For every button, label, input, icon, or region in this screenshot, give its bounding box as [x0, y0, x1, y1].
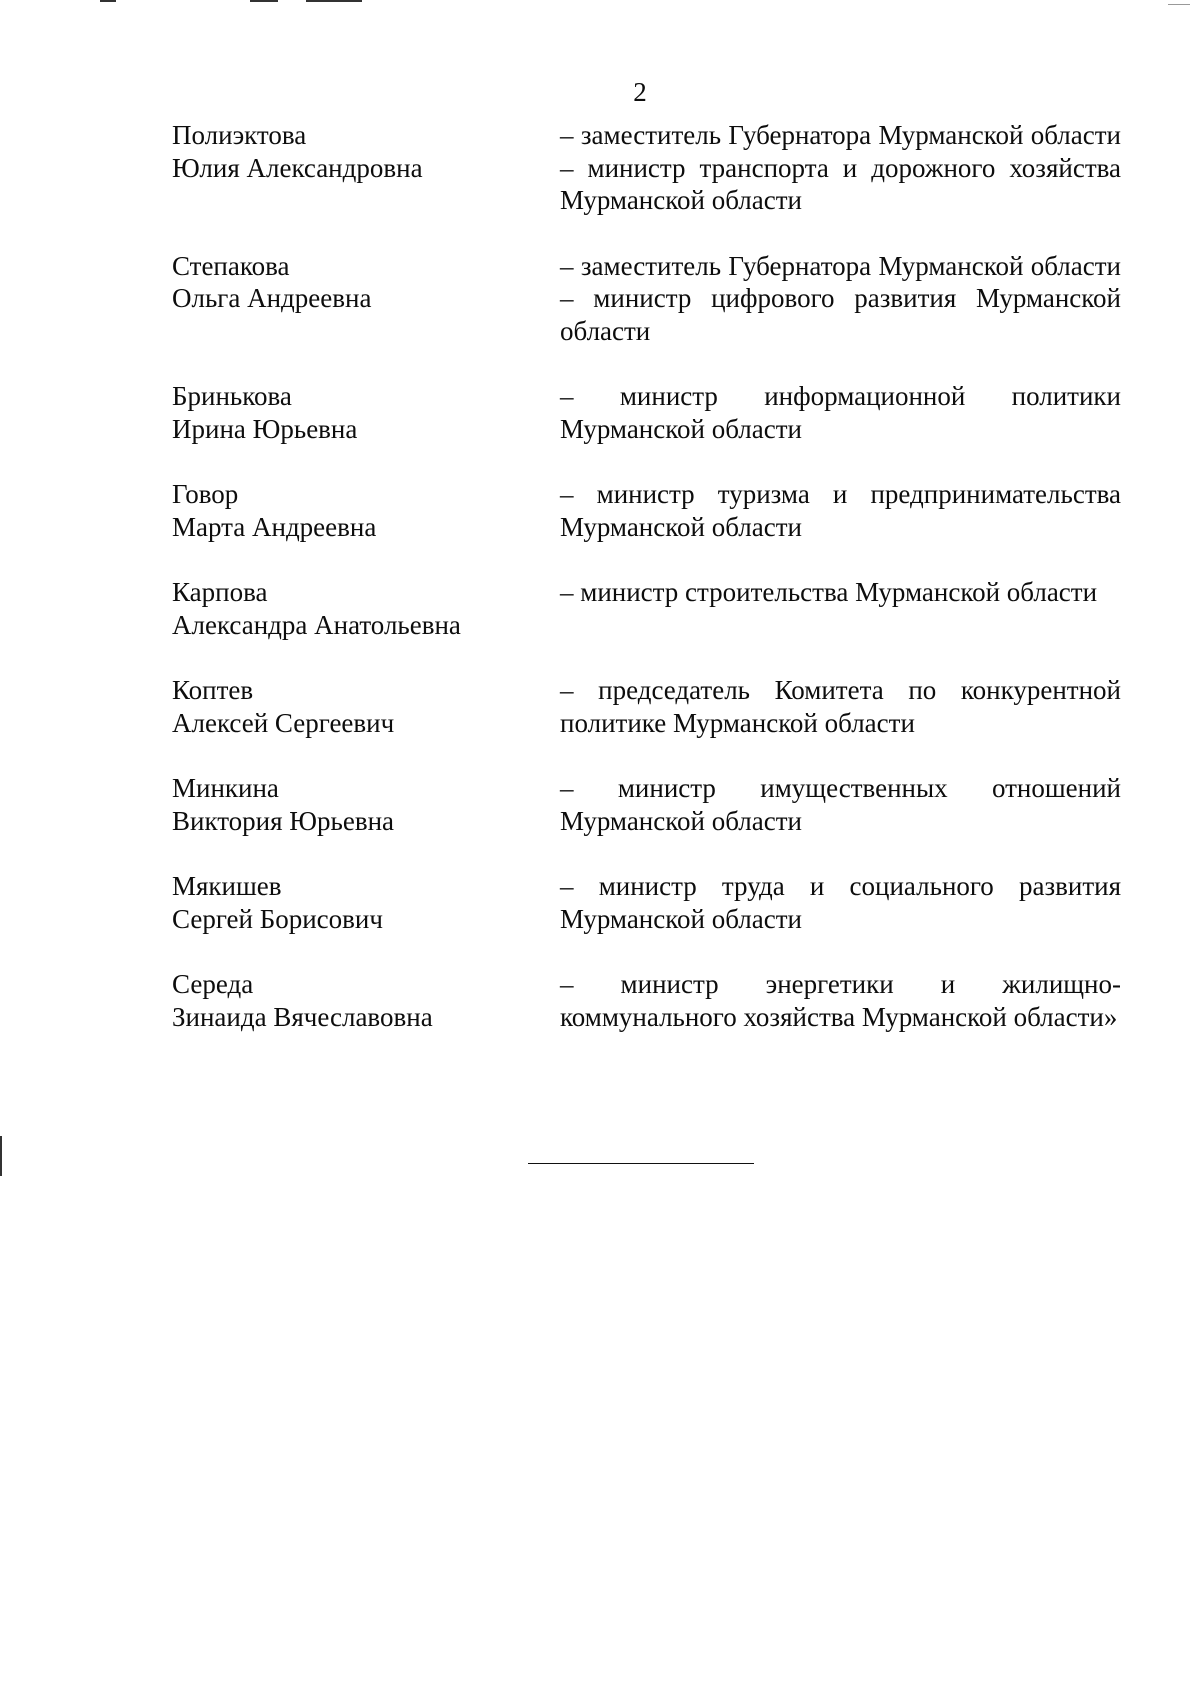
- scan-artifact-top-middle: [250, 0, 278, 2]
- roster-entry: [172, 674, 1122, 739]
- official-position: – заместитель Губернатора Мурманской области – министр транспорта и дорожного хозяйства Мурманской области: [560, 120, 1121, 215]
- official-name: [172, 380, 560, 445]
- official-name: [172, 772, 560, 837]
- official-name: [172, 119, 560, 184]
- official-surname: Говор: [172, 479, 239, 509]
- closing-horizontal-rule: [528, 1163, 754, 1164]
- official-surname: Коптев: [172, 675, 254, 705]
- official-given-names: Ольга Андреевна: [172, 283, 372, 313]
- official-surname: Степакова: [172, 250, 290, 281]
- official-position: – заместитель Губернатора Мурманской области – министр цифрового развития Мурманской области: [560, 250, 1121, 346]
- scan-artifact-top-center: [306, 0, 362, 2]
- official-given-names: Зинаида Вячеславовна: [172, 1001, 433, 1032]
- official-given-names: Ирина Юрьевна: [172, 413, 358, 444]
- scan-artifact-left-edge: [0, 1136, 2, 1176]
- page-number: 2: [633, 77, 647, 107]
- official-name: [172, 478, 560, 543]
- official-given-names: Юлия Александровна: [172, 152, 423, 183]
- official-given-names: Виктория Юрьевна: [172, 805, 395, 836]
- official-given-names: Марта Андреевна: [172, 511, 377, 542]
- scan-artifact-top-right: [1168, 4, 1190, 5]
- official-name: [172, 674, 560, 739]
- official-name: [172, 968, 560, 1033]
- roster-entry: [172, 772, 1122, 837]
- official-surname: Полиэктова: [172, 120, 307, 150]
- official-given-names: Сергей Борисович: [172, 903, 383, 934]
- official-position: – председатель Комитета по конкурентной политике Мурманской области: [560, 675, 1121, 738]
- official-position: – министр имущественных отношений Мурманской области: [560, 773, 1121, 836]
- roster-entry: [172, 576, 1122, 641]
- official-name: [172, 576, 560, 641]
- official-given-names: Александра Анатольевна: [172, 609, 461, 640]
- official-given-names: Алексей Сергеевич: [172, 707, 395, 738]
- official-position: – министр труда и социального развития Мурманской области: [560, 871, 1121, 934]
- official-name: [172, 250, 560, 315]
- official-surname: Мякишев: [172, 871, 282, 901]
- official-surname: Минкина: [172, 773, 279, 803]
- official-position: – министр информационной политики Мурманской области: [560, 381, 1121, 444]
- official-roster: [172, 119, 1122, 1033]
- official-position: – министр строительства Мурманской области: [560, 577, 1098, 607]
- official-name: [172, 870, 560, 935]
- roster-entry: [172, 250, 1122, 348]
- official-surname: Карпова: [172, 577, 268, 607]
- roster-entry: [172, 119, 1122, 217]
- roster-entry: [172, 380, 1122, 445]
- roster-entry: [172, 968, 1122, 1033]
- official-position: – министр энергетики и жилищно-коммунального хозяйства Мурманской области»: [560, 969, 1121, 1032]
- roster-entry: [172, 870, 1122, 935]
- official-surname: Бринькова: [172, 381, 292, 411]
- roster-entry: [172, 478, 1122, 543]
- official-surname: Середа: [172, 969, 254, 999]
- scan-artifact-top-left: [100, 0, 116, 2]
- official-position: – министр туризма и предпринимательства Мурманской области: [560, 479, 1121, 542]
